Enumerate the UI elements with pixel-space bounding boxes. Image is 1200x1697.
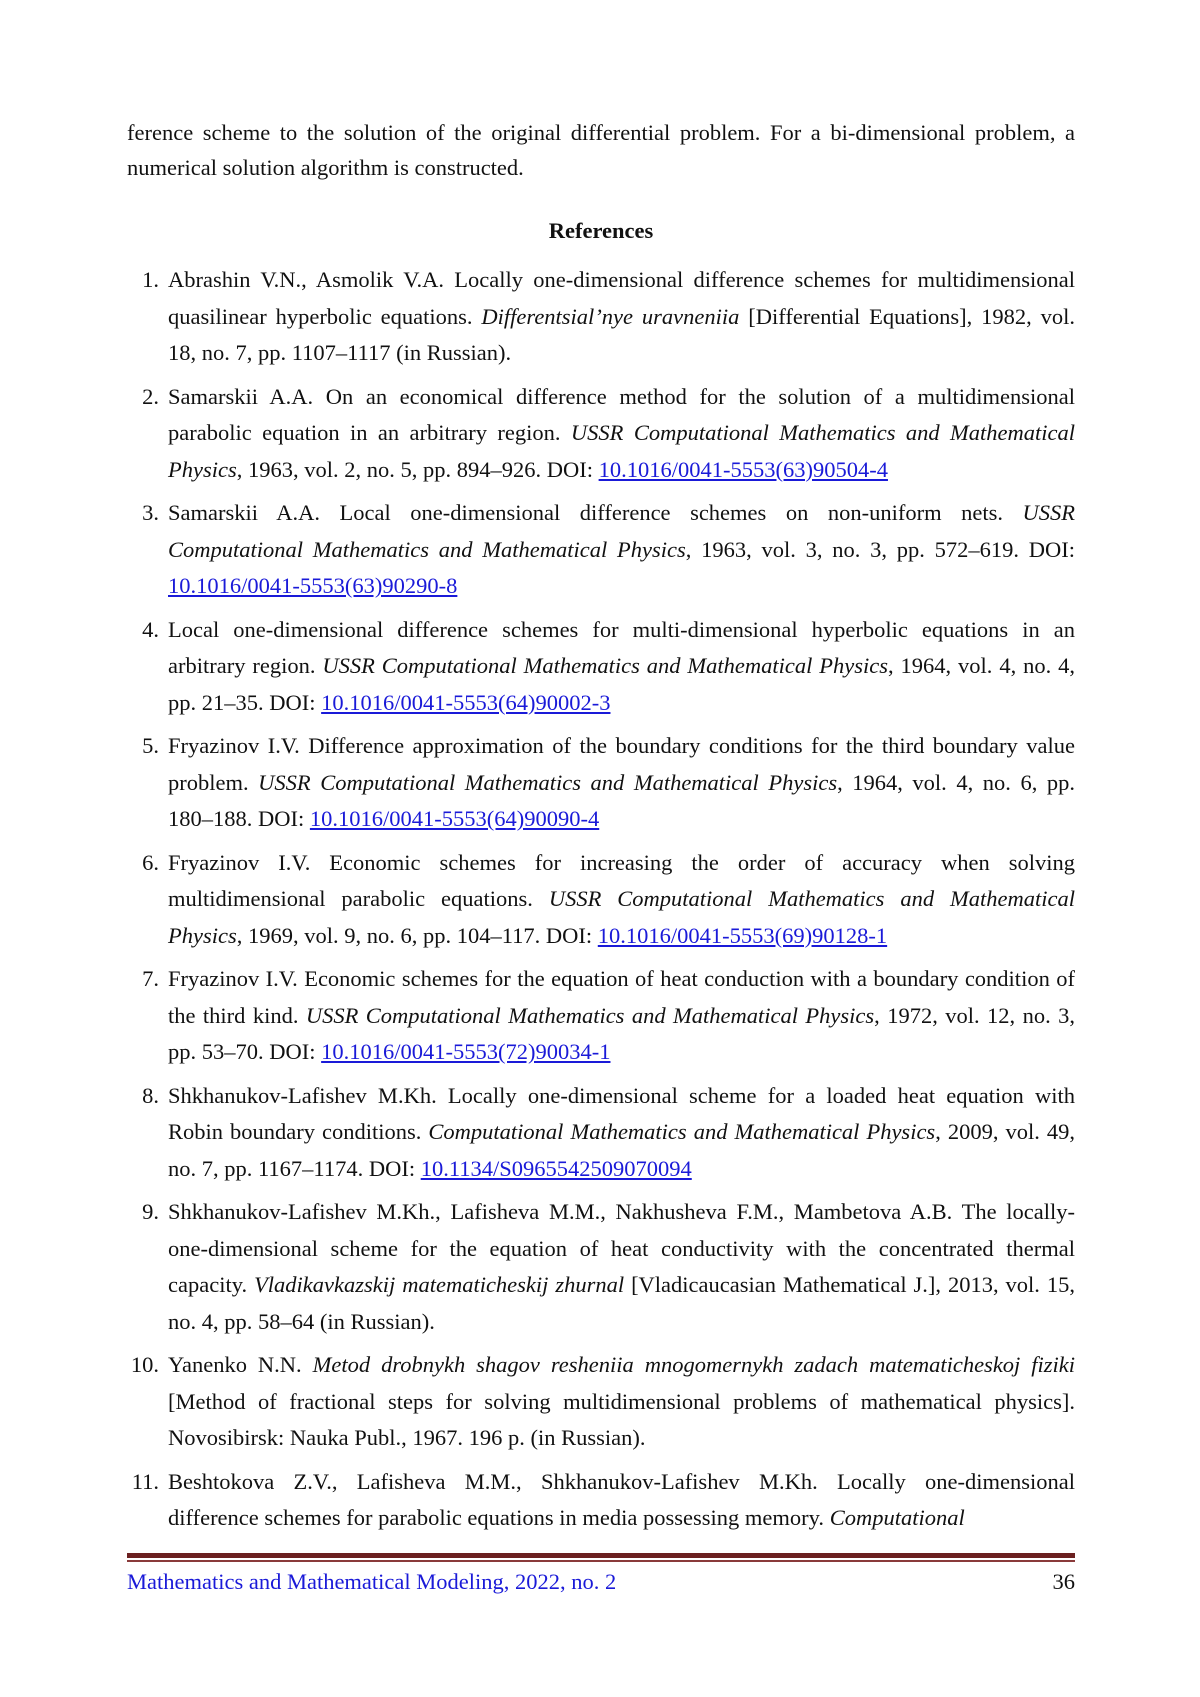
reference-item xyxy=(127,728,1075,838)
reference-source: Computational Mathematics and Mathematical Physics xyxy=(428,1119,935,1144)
references-heading: References xyxy=(127,213,1075,248)
reference-number: 10. xyxy=(87,1347,159,1384)
reference-item xyxy=(127,845,1075,955)
references-list xyxy=(127,262,1075,1537)
footer-rule-thick xyxy=(127,1553,1075,1558)
reference-number: 2. xyxy=(87,379,159,416)
reference-text: Fryazinov I.V. Economic schemes for increasing the order of accuracy when solving multidimensional parabolic equations. xyxy=(168,850,1075,912)
reference-source: USSR Computational Mathematics and Mathematical Physics xyxy=(306,1003,874,1028)
reference-source: Differentsial’nye uravneniia xyxy=(481,304,739,329)
page-content xyxy=(127,115,1075,1544)
reference-number: 5. xyxy=(87,728,159,765)
reference-text: Fryazinov I.V. Difference approximation of the boundary conditions for the third boundary value problem. xyxy=(168,733,1075,795)
reference-number: 3. xyxy=(87,495,159,532)
doi-link[interactable]: 10.1016/0041-5553(72)90034-1 xyxy=(321,1039,610,1064)
doi-link[interactable]: 10.1134/S0965542509070094 xyxy=(421,1156,692,1181)
reference-text: Fryazinov I.V. Economic schemes for the equation of heat conduction with a boundary condition of the third kind. xyxy=(168,966,1075,1028)
reference-text: Beshtokova Z.V., Lafisheva M.M., Shkhanukov-Lafishev M.Kh. Locally one-dimensional difference schemes for parabolic equations in media possessing memory. xyxy=(168,1469,1075,1531)
reference-text: Abrashin V.N., Asmolik V.A. Locally one-dimensional difference schemes for multidimensional quasilinear hyperbolic equations. xyxy=(168,267,1075,329)
reference-text: , 1964, vol. 4, no. 4, pp. 21–35. DOI: xyxy=(168,653,1075,715)
reference-item xyxy=(127,612,1075,722)
reference-text: , 1964, vol. 4, no. 6, pp. 180–188. DOI: xyxy=(168,770,1075,832)
reference-text: , 1969, vol. 9, no. 6, pp. 104–117. DOI: xyxy=(237,923,598,948)
reference-text: Yanenko N.N. xyxy=(168,1352,313,1377)
reference-text: [Differential Equations], 1982, vol. 18, no. 7, pp. 1107–1117 (in Russian). xyxy=(168,304,1075,366)
doi-link[interactable]: 10.1016/0041-5553(63)90504-4 xyxy=(599,457,888,482)
reference-number: 9. xyxy=(87,1194,159,1231)
reference-text: [Method of fractional steps for solving multidimensional problems of mathematical physics]. Novosibirsk: Nauka Publ., 1967. 196 p. (in Russian). xyxy=(168,1389,1075,1451)
reference-source: USSR Computational Mathematics and Mathematical Physics xyxy=(168,886,1075,948)
reference-item xyxy=(127,1078,1075,1188)
doi-link[interactable]: 10.1016/0041-5553(69)90128-1 xyxy=(598,923,887,948)
doi-link[interactable]: 10.1016/0041-5553(64)90002-3 xyxy=(321,690,610,715)
reference-source: USSR Computational Mathematics and Mathematical Physics xyxy=(168,500,1075,562)
footer-journal: Mathematics and Mathematical Modeling, 2022, no. 2 xyxy=(127,1569,616,1594)
reference-text: Samarskii A.A. On an economical difference method for the solution of a multidimensional parabolic equation in an arbitrary region. xyxy=(168,384,1075,446)
reference-item xyxy=(127,262,1075,372)
reference-source: USSR Computational Mathematics and Mathematical Physics xyxy=(168,420,1075,482)
reference-item xyxy=(127,1347,1075,1457)
reference-source: USSR Computational Mathematics and Mathematical Physics xyxy=(322,653,888,678)
reference-item xyxy=(127,495,1075,605)
reference-source: USSR Computational Mathematics and Mathematical Physics xyxy=(258,770,837,795)
footer xyxy=(127,1566,1075,1598)
reference-text: , 1963, vol. 3, no. 3, pp. 572–619. DOI: xyxy=(686,537,1075,562)
reference-text: Local one-dimensional difference schemes for multi-dimensional hyperbolic equations in an arbitrary region. xyxy=(168,617,1075,679)
doi-link[interactable]: 10.1016/0041-5553(63)90290-8 xyxy=(168,573,457,598)
reference-item xyxy=(127,961,1075,1071)
reference-item xyxy=(127,379,1075,489)
reference-item xyxy=(127,1194,1075,1340)
reference-text: , 1963, vol. 2, no. 5, pp. 894–926. DOI: xyxy=(237,457,599,482)
reference-source: Metod drobnykh shagov resheniia mnogomernykh zadach matematicheskoj fiziki xyxy=(313,1352,1075,1377)
reference-number: 11. xyxy=(87,1464,159,1501)
reference-number: 8. xyxy=(87,1078,159,1115)
doi-link[interactable]: 10.1016/0041-5553(64)90090-4 xyxy=(310,806,599,831)
reference-text: [Vladicaucasian Mathematical J.], 2013, vol. 15, no. 4, pp. 58–64 (in Russian). xyxy=(168,1272,1075,1334)
reference-source: Computational xyxy=(830,1505,965,1530)
reference-text: , 2009, vol. 49, no. 7, pp. 1167–1174. DOI: xyxy=(168,1119,1075,1181)
reference-text: Shkhanukov-Lafishev M.Kh. Locally one-dimensional scheme for a loaded heat equation with Robin boundary conditions. xyxy=(168,1083,1075,1145)
reference-text: Samarskii A.A. Local one-dimensional difference schemes on non-uniform nets. xyxy=(168,500,1023,525)
footer-rule-thin xyxy=(127,1560,1075,1562)
reference-text: , 1972, vol. 12, no. 3, pp. 53–70. DOI: xyxy=(168,1003,1075,1065)
reference-source: Vladikavkazskij matematicheskij zhurnal xyxy=(254,1272,624,1297)
reference-number: 4. xyxy=(87,612,159,649)
reference-text: Shkhanukov-Lafishev M.Kh., Lafisheva M.M., Nakhusheva F.M., Mambetova A.B. The locally-one-dimensional scheme for the equation of heat conductivity with the concentrated thermal capacity. xyxy=(168,1199,1075,1297)
page-number: 36 xyxy=(1053,1566,1076,1598)
reference-number: 1. xyxy=(87,262,159,299)
reference-number: 7. xyxy=(87,961,159,998)
intro-paragraph: ference scheme to the solution of the original differential problem. For a bi-dimensional problem, a numerical solution algorithm is constructed. xyxy=(127,115,1075,185)
reference-item xyxy=(127,1464,1075,1537)
reference-number: 6. xyxy=(87,845,159,882)
